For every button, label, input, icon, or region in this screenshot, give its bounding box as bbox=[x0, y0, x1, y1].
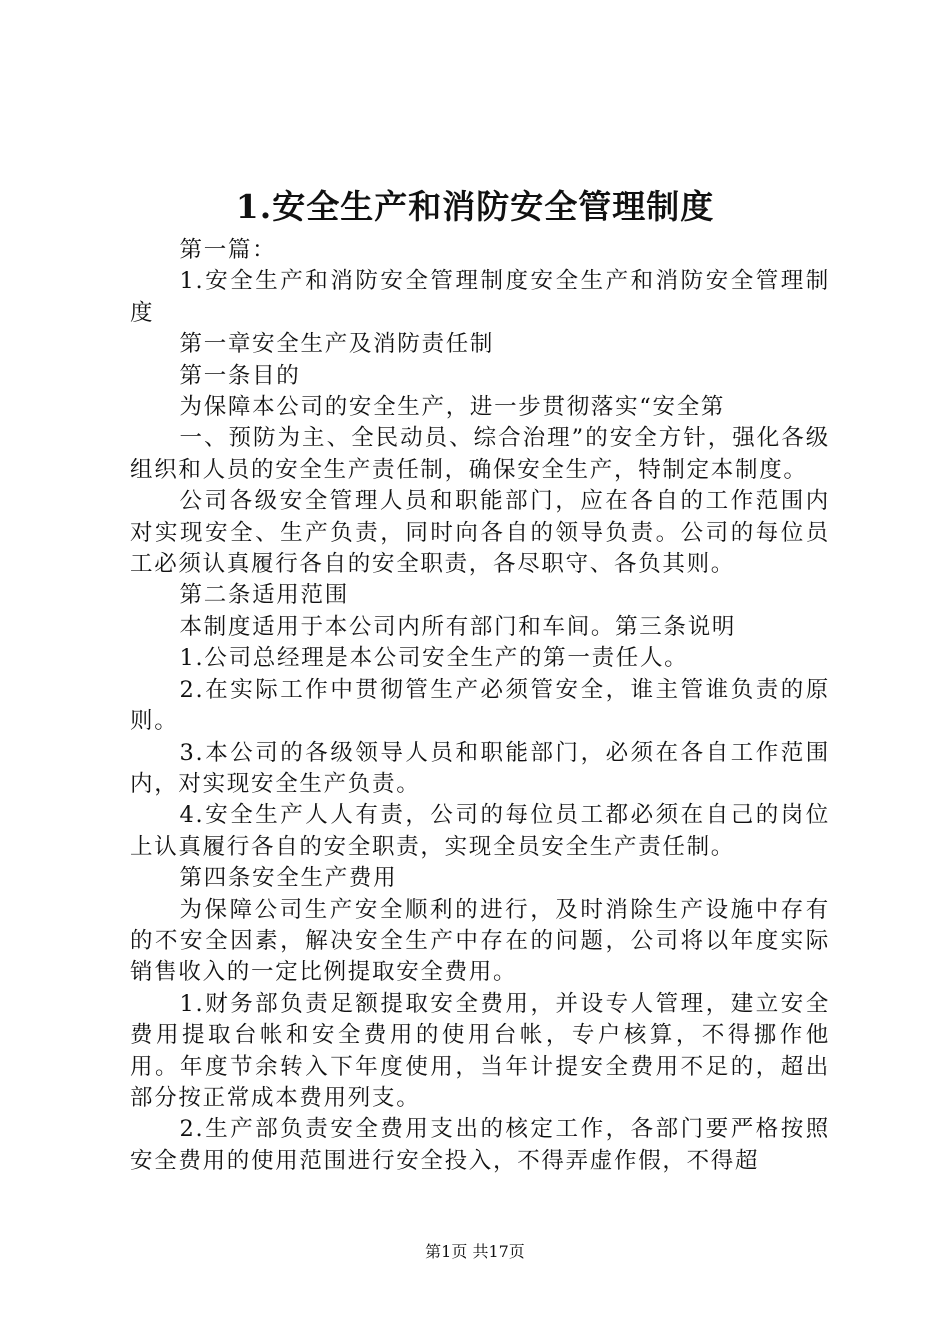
paragraph: 第一篇： bbox=[179, 237, 277, 263]
paragraph: 为保障本公司的安全生产，进一步贯彻落实“安全第 bbox=[179, 394, 726, 421]
paragraph: 2.在实际工作中贯彻管生产必须管安全，谁主管谁负责的原则。 bbox=[130, 676, 830, 735]
paragraph: 第一章安全生产及消防责任制 bbox=[179, 331, 495, 358]
document-title: 1.安全生产和消防安全管理制度 bbox=[235, 187, 715, 226]
paragraph: 4.安全生产人人有责，公司的每位员工都必须在自己的岗位上认真履行各自的安全职责，实现全员安全生产责任制。 bbox=[130, 802, 830, 860]
paragraph: 1.安全生产和消防安全管理制度安全生产和消防安全管理制度 bbox=[130, 268, 830, 326]
paragraph: 3.本公司的各级领导人员和职能部门，必须在各自工作范围内，对实现安全生产负责。 bbox=[130, 739, 830, 797]
paragraph: 公司各级安全管理人员和职能部门，应在各自的工作范围内对实现安全、生产负责，同时向各自的领导负责。公司的每位员工必须认真履行各自的安全职责，各尽职守、各负其则。 bbox=[130, 488, 830, 578]
paragraph: 第二条适用范围 bbox=[179, 582, 349, 609]
paragraph: 2.生产部负责安全费用支出的核定工作，各部门要严格按照安全费用的使用范围进行安全投入，不得弄虚作假，不得超 bbox=[130, 1116, 830, 1174]
paragraph: 为保障公司生产安全顺利的进行，及时消除生产设施中存有的不安全因素，解决安全生产中存在的问题，公司将以年度实际销售收入的一定比例提取安全费用。 bbox=[130, 896, 830, 986]
paragraph: 第一条目的 bbox=[179, 362, 301, 389]
paragraph: 一、预防为主、全民动员、综合治理”的安全方针，强化各级组织和人员的安全生产责任制，确保安全生产，特制定本制度。 bbox=[130, 425, 830, 483]
paragraph: 1.财务部负责足额提取安全费用，并设专人管理，建立安全费用提取台帐和安全费用的使用台帐，专户核算，不得挪作他用。年度节余转入下年度使用，当年计提安全费用不足的，超出部分按正常成本费用列支。 bbox=[130, 990, 830, 1111]
document-body bbox=[130, 235, 830, 1177]
paragraph: 1.公司总经理是本公司安全生产的第一责任人。 bbox=[179, 645, 689, 672]
page-number-footer: 第1页 共17页 bbox=[425, 1242, 525, 1261]
paragraph: 本制度适用于本公司内所有部门和车间。第三条说明 bbox=[179, 613, 737, 640]
paragraph: 第四条安全生产费用 bbox=[179, 865, 398, 892]
